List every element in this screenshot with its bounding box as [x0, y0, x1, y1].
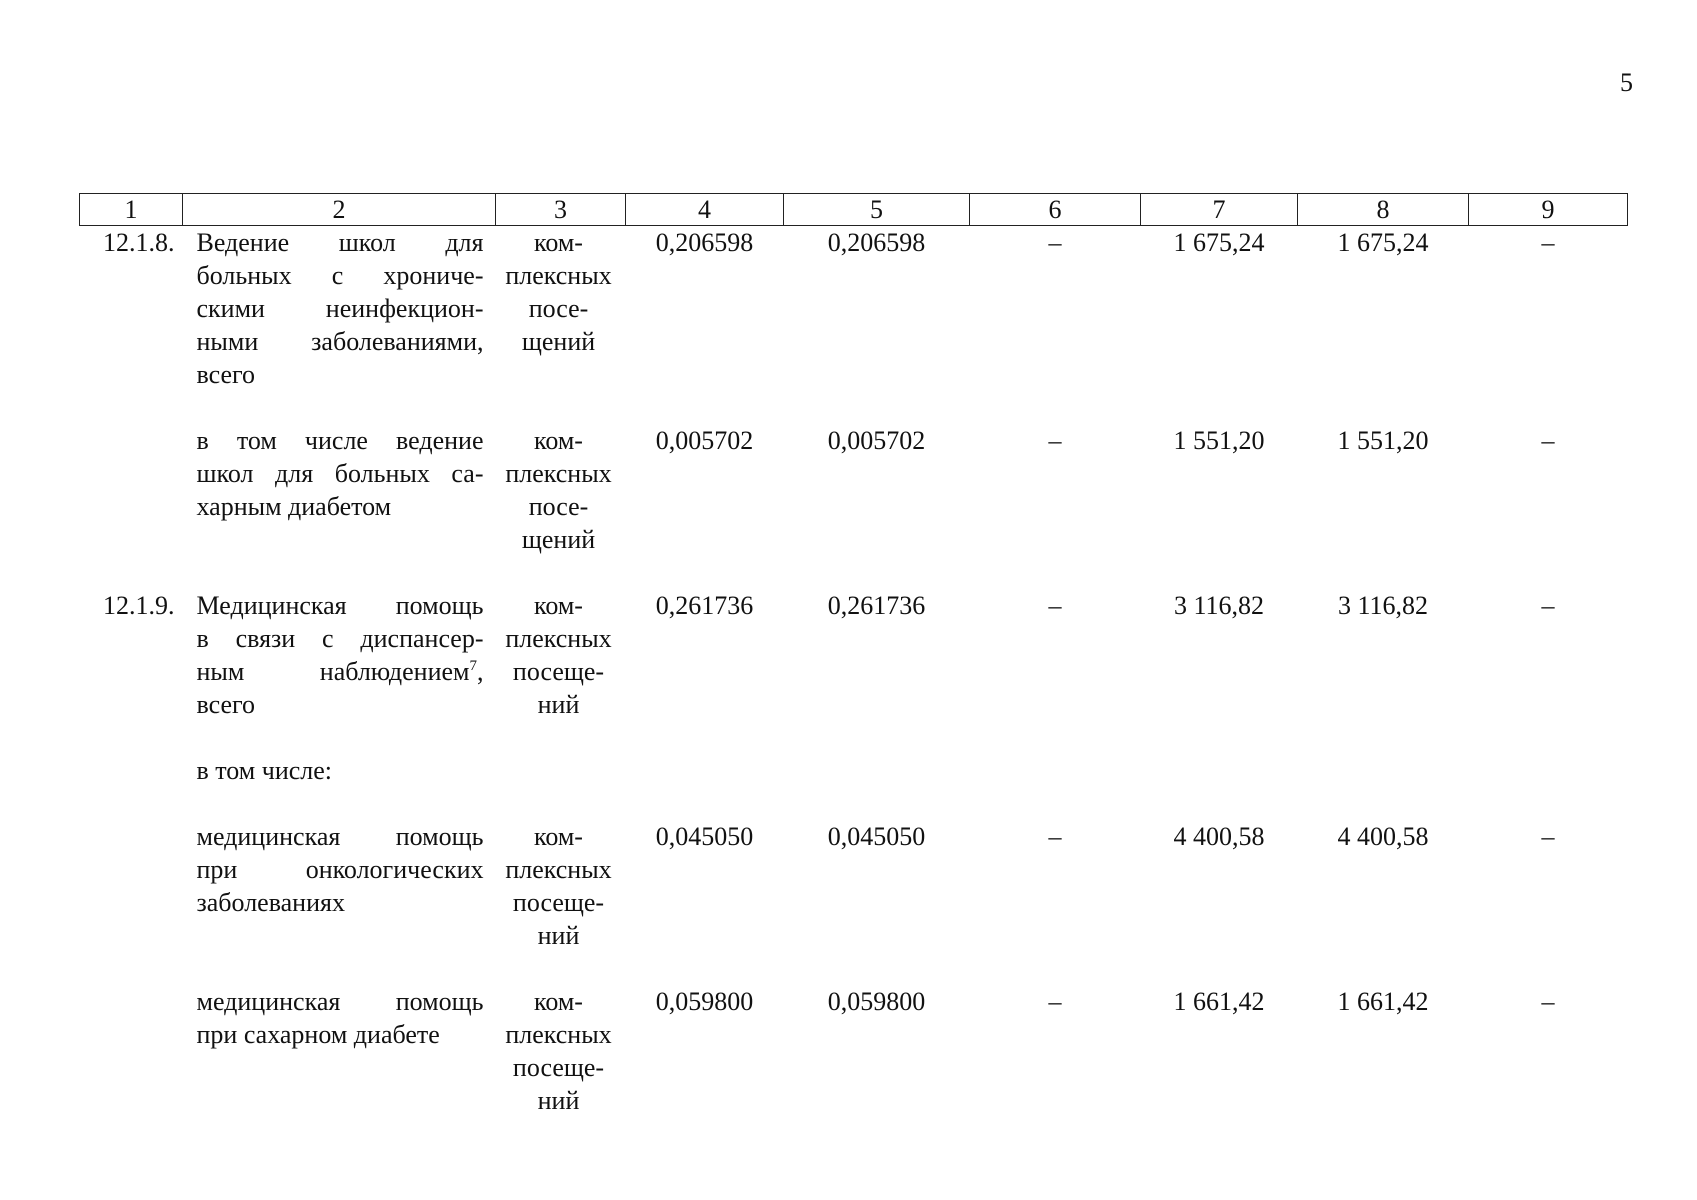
column-header-5: 5 — [784, 194, 970, 226]
row-unit-line: ком- — [534, 591, 583, 620]
row-number — [80, 754, 183, 787]
cell-col7: 1 551,20 — [1173, 426, 1265, 455]
page-number: 5 — [1620, 68, 1633, 97]
row-unit — [496, 589, 626, 721]
table-row — [80, 985, 1628, 1117]
row-name — [183, 985, 496, 1117]
row-unit — [496, 424, 626, 556]
row-unit-line: ком- — [534, 822, 583, 851]
cell-col5: 0,045050 — [827, 822, 926, 851]
cell-col5: 0,059800 — [827, 987, 926, 1016]
row-number: 12.1.9. — [103, 591, 175, 620]
table-row — [80, 754, 1628, 787]
cell-col8: 3 116,82 — [1337, 591, 1429, 620]
row-unit-line: ний — [537, 921, 580, 950]
column-header-9: 9 — [1469, 194, 1628, 226]
row-name — [183, 226, 496, 392]
row-name-line: больных с хрониче- — [196, 261, 484, 290]
row-name — [183, 424, 496, 556]
row-unit-line: ний — [537, 1086, 580, 1115]
table-row — [80, 226, 1628, 392]
cell-col4: 0,045050 — [655, 822, 754, 851]
row-name-line: харным диабетом — [196, 492, 392, 521]
row-name-line: скими неинфекцион- — [196, 294, 484, 323]
row-unit-line: ком- — [534, 987, 583, 1016]
row-unit-line: посе- — [528, 492, 589, 521]
table-header-row — [80, 194, 1628, 226]
row-unit-line: ний — [537, 690, 580, 719]
cell-col6: – — [1048, 228, 1062, 257]
row-spacer — [80, 721, 1628, 754]
column-header-1: 1 — [80, 194, 183, 226]
cell-col6: – — [1048, 822, 1062, 851]
cell-col8: 4 400,58 — [1337, 822, 1429, 851]
row-spacer — [80, 787, 1628, 820]
row-number: 12.1.8. — [103, 228, 175, 257]
cell-col7: 1 661,42 — [1173, 987, 1265, 1016]
row-name-line: Ведение школ для — [196, 228, 484, 257]
row-unit-line: щений — [521, 525, 596, 554]
row-name-line: при сахарном диабете — [196, 1020, 440, 1049]
row-unit — [496, 820, 626, 952]
row-name-line: при онкологических — [196, 855, 484, 884]
cell-col7: 1 675,24 — [1173, 228, 1265, 257]
row-unit — [496, 985, 626, 1117]
cell-col8: 1 661,42 — [1337, 987, 1429, 1016]
row-name — [183, 754, 496, 787]
row-unit — [496, 226, 626, 392]
cell-col4: 0,206598 — [655, 228, 754, 257]
table-row — [80, 820, 1628, 952]
cell-col8: 1 551,20 — [1337, 426, 1429, 455]
row-name-line: ными заболеваниями, — [196, 327, 484, 356]
row-name-line: медицинская помощь — [196, 822, 484, 851]
row-name — [183, 589, 496, 721]
cell-col6: – — [1048, 987, 1062, 1016]
cell-col9: – — [1541, 987, 1555, 1016]
cell-col6: – — [1048, 591, 1062, 620]
cell-col7: 3 116,82 — [1173, 591, 1265, 620]
cell-col9: – — [1541, 591, 1555, 620]
row-unit-line: плексных — [505, 855, 612, 884]
cell-col5: 0,206598 — [827, 228, 926, 257]
row-name-line: медицинская помощь — [196, 987, 484, 1016]
row-number — [80, 424, 183, 556]
column-header-6: 6 — [970, 194, 1141, 226]
row-unit-line: посе- — [528, 294, 589, 323]
column-header-2: 2 — [183, 194, 496, 226]
cell-col7: 4 400,58 — [1173, 822, 1265, 851]
cell-col6: – — [1048, 426, 1062, 455]
row-name-line: заболеваниях — [196, 888, 345, 917]
cell-col4: 0,261736 — [655, 591, 754, 620]
row-name-text: ным наблюдением — [196, 657, 470, 686]
cell-col8: 1 675,24 — [1337, 228, 1429, 257]
cell-col4: 0,005702 — [655, 426, 754, 455]
cell-col9: – — [1541, 228, 1555, 257]
row-name-line: всего — [196, 690, 256, 719]
cell-col4: 0,059800 — [655, 987, 754, 1016]
row-spacer — [80, 391, 1628, 424]
row-name-line: всего — [196, 360, 256, 389]
row-unit-line: посеще- — [512, 1053, 605, 1082]
row-name-line: в связи с диспансер- — [196, 624, 484, 653]
footnote-marker: 7 — [469, 658, 477, 674]
table-row — [80, 589, 1628, 721]
row-unit-line: ком- — [534, 426, 583, 455]
row-unit-line: плексных — [505, 459, 612, 488]
row-unit-line: плексных — [505, 624, 612, 653]
row-name-line: в том числе ведение — [196, 426, 484, 455]
column-header-4: 4 — [626, 194, 784, 226]
row-spacer — [80, 952, 1628, 985]
row-name — [183, 820, 496, 952]
column-header-8: 8 — [1298, 194, 1469, 226]
row-name-line: Медицинская помощь — [196, 591, 484, 620]
column-header-3: 3 — [496, 194, 626, 226]
cell-col5: 0,005702 — [827, 426, 926, 455]
column-header-7: 7 — [1141, 194, 1298, 226]
row-name-line: школ для больных са- — [196, 459, 484, 488]
row-unit-line: посеще- — [512, 888, 605, 917]
row-name-line: в том числе: — [196, 756, 333, 785]
row-name-line: ным наблюдением$^7$, — [196, 657, 484, 686]
row-number — [80, 985, 183, 1117]
row-unit-line: ком- — [534, 228, 583, 257]
row-spacer — [80, 556, 1628, 589]
table-row — [80, 424, 1628, 556]
cell-col9: – — [1541, 822, 1555, 851]
row-unit-line: плексных — [505, 1020, 612, 1049]
data-table — [79, 193, 1628, 1117]
row-unit-line: посеще- — [512, 657, 605, 686]
cell-col9: – — [1541, 426, 1555, 455]
row-unit-line: щений — [521, 327, 596, 356]
row-unit-line: плексных — [505, 261, 612, 290]
row-number — [80, 820, 183, 952]
cell-col5: 0,261736 — [827, 591, 926, 620]
